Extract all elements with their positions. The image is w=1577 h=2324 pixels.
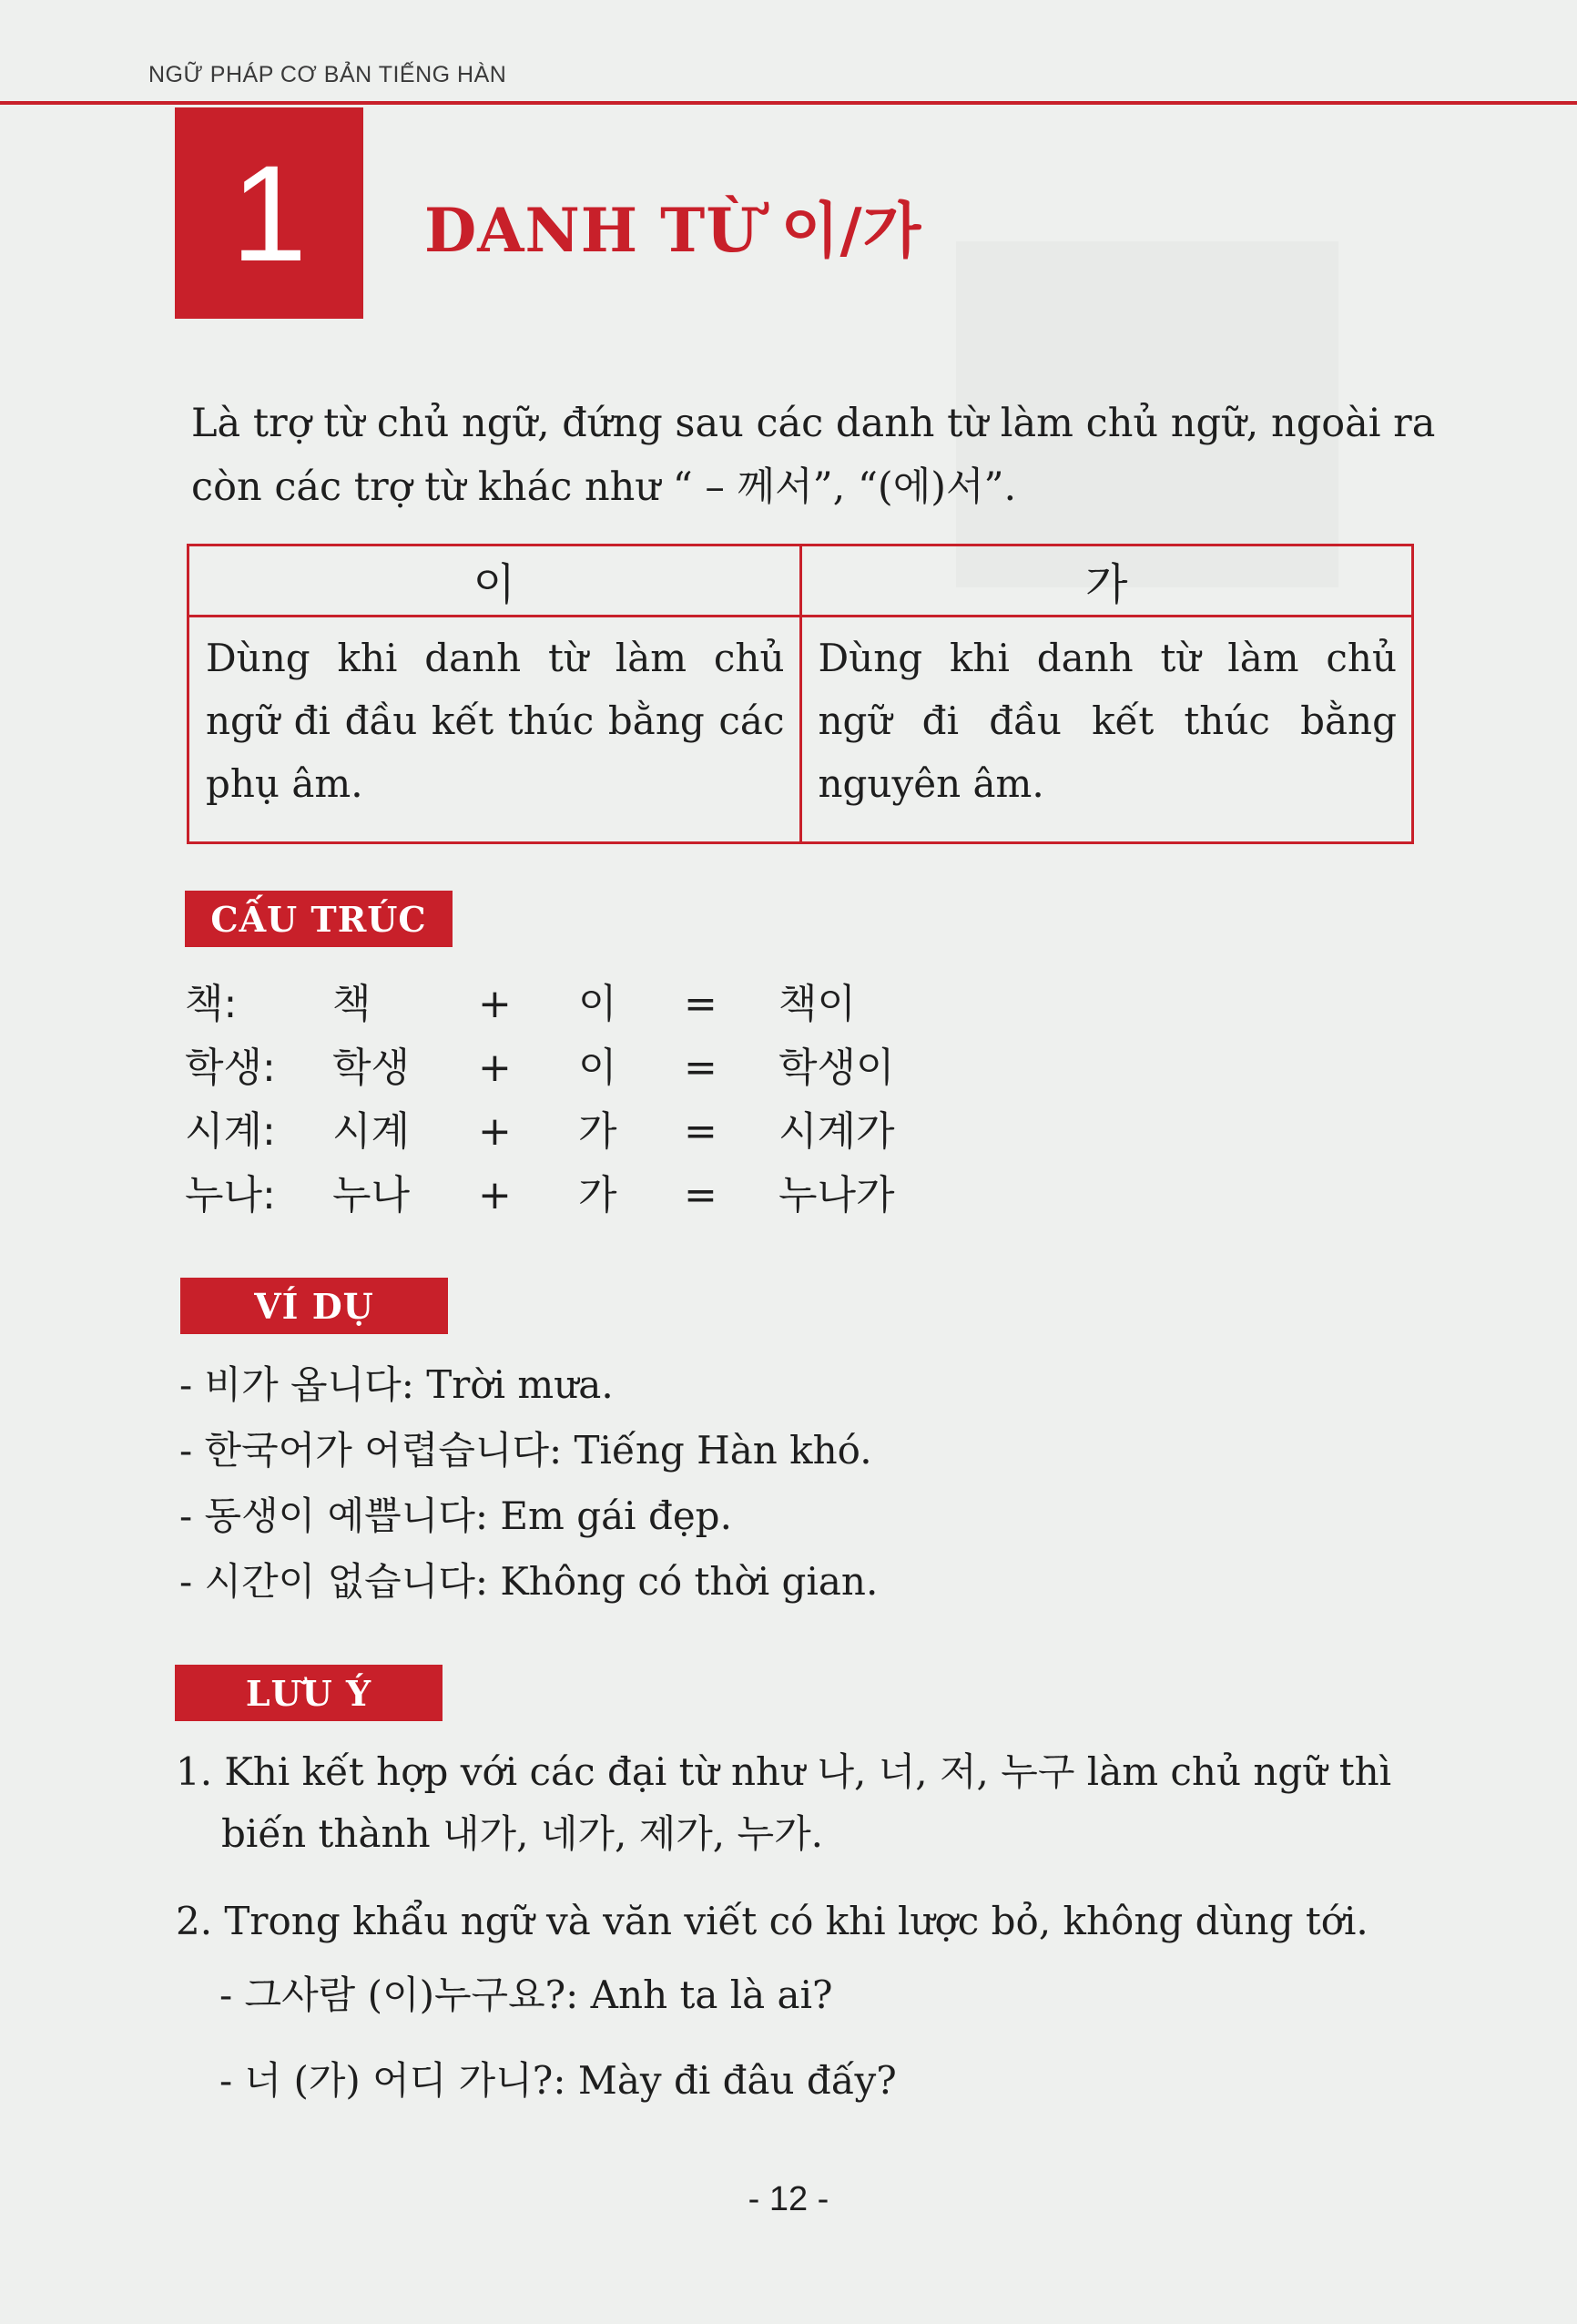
structure-base: 학생 <box>332 1045 411 1091</box>
intro-line-1: Là trợ từ chủ ngữ, đứng sau các danh từ làm chủ ngữ, ngoài ra <box>191 401 1436 446</box>
structure-word: 책: <box>185 981 238 1027</box>
note-subitem: - 너 (가) 어디 가니?: Mày đi đâu đấy? <box>219 2058 897 2103</box>
table-row <box>188 617 1413 843</box>
structure-result: 학생이 <box>778 1045 895 1091</box>
header-ga: 가 <box>800 545 1413 617</box>
section-label-structure: CẤU TRÚC <box>185 891 453 947</box>
header-i: 이 <box>188 545 801 617</box>
cell-ga-usage: Dùng khi danh từ làm chủ ngữ đi đầu kết thúc bằng nguyên âm. <box>800 617 1413 843</box>
chapter-number: 1 <box>230 137 308 290</box>
structure-result: 시계가 <box>778 1108 895 1155</box>
examples-list <box>179 1352 878 1615</box>
section-label-examples: VÍ DỤ <box>180 1278 448 1334</box>
structure-particle: 가 <box>578 1172 617 1218</box>
structure-word: 시계: <box>185 1108 276 1155</box>
plus-sign: + <box>478 1045 512 1091</box>
list-item: - 한국어가 어렵습니다: Tiếng Hàn khó. <box>179 1428 872 1473</box>
cell-i-usage: Dùng khi danh từ làm chủ ngữ đi đầu kết thúc bằng các phụ âm. <box>188 617 801 843</box>
structure-word: 누나: <box>185 1172 276 1218</box>
list-item: - 시간이 없습니다: Không có thời gian. <box>179 1559 879 1604</box>
equals-sign: = <box>684 1108 717 1155</box>
running-header: NGỮ PHÁP CƠ BẢN TIẾNG HÀN <box>148 62 507 87</box>
plus-sign: + <box>478 981 512 1027</box>
intro-line-2: còn các trợ từ khác như “ – 께서”, “(에)서”. <box>191 464 1017 510</box>
structure-base: 책 <box>332 981 371 1027</box>
structure-particle: 가 <box>578 1108 617 1155</box>
section-label-notes: LƯU Ý <box>175 1665 443 1721</box>
equals-sign: = <box>684 1172 717 1218</box>
notes-block <box>176 1741 1450 2124</box>
structure-result: 누나가 <box>778 1172 895 1218</box>
note-item: 1. Khi kết hợp với các đại từ như 나, 너, 저, 누구 làm chủ ngữ thì biến thành 내가, 네가, 제가, 누가. <box>176 1749 1392 1856</box>
plus-sign: + <box>478 1108 512 1155</box>
note-item: 2. Trong khẩu ngữ và văn viết có khi lược bỏ, không dùng tới. <box>176 1899 1368 1943</box>
structure-base: 시계 <box>332 1108 411 1155</box>
structure-result: 책이 <box>778 981 857 1027</box>
equals-sign: = <box>684 1045 717 1091</box>
chapter-number-box <box>175 107 363 319</box>
comparison-table <box>187 544 1414 844</box>
list-item: - 동생이 예쁩니다: Em gái đẹp. <box>179 1493 732 1538</box>
plus-sign: + <box>478 1172 512 1218</box>
intro-paragraph <box>191 392 1439 519</box>
structure-base: 누나 <box>332 1172 411 1218</box>
equals-sign: = <box>684 981 717 1027</box>
chapter-title: DANH TỪ 이/가 <box>424 195 922 266</box>
header-rule <box>0 101 1577 105</box>
structure-particle: 이 <box>578 981 617 1027</box>
table-header-row <box>188 545 1413 617</box>
note-subitem: - 그사람 (이)누구요?: Anh ta là ai? <box>219 1972 833 2017</box>
page-number: - 12 - <box>748 2180 829 2218</box>
list-item: - 비가 옵니다: Trời mưa. <box>179 1362 614 1407</box>
structure-word: 학생: <box>185 1045 276 1091</box>
structure-particle: 이 <box>578 1045 617 1091</box>
